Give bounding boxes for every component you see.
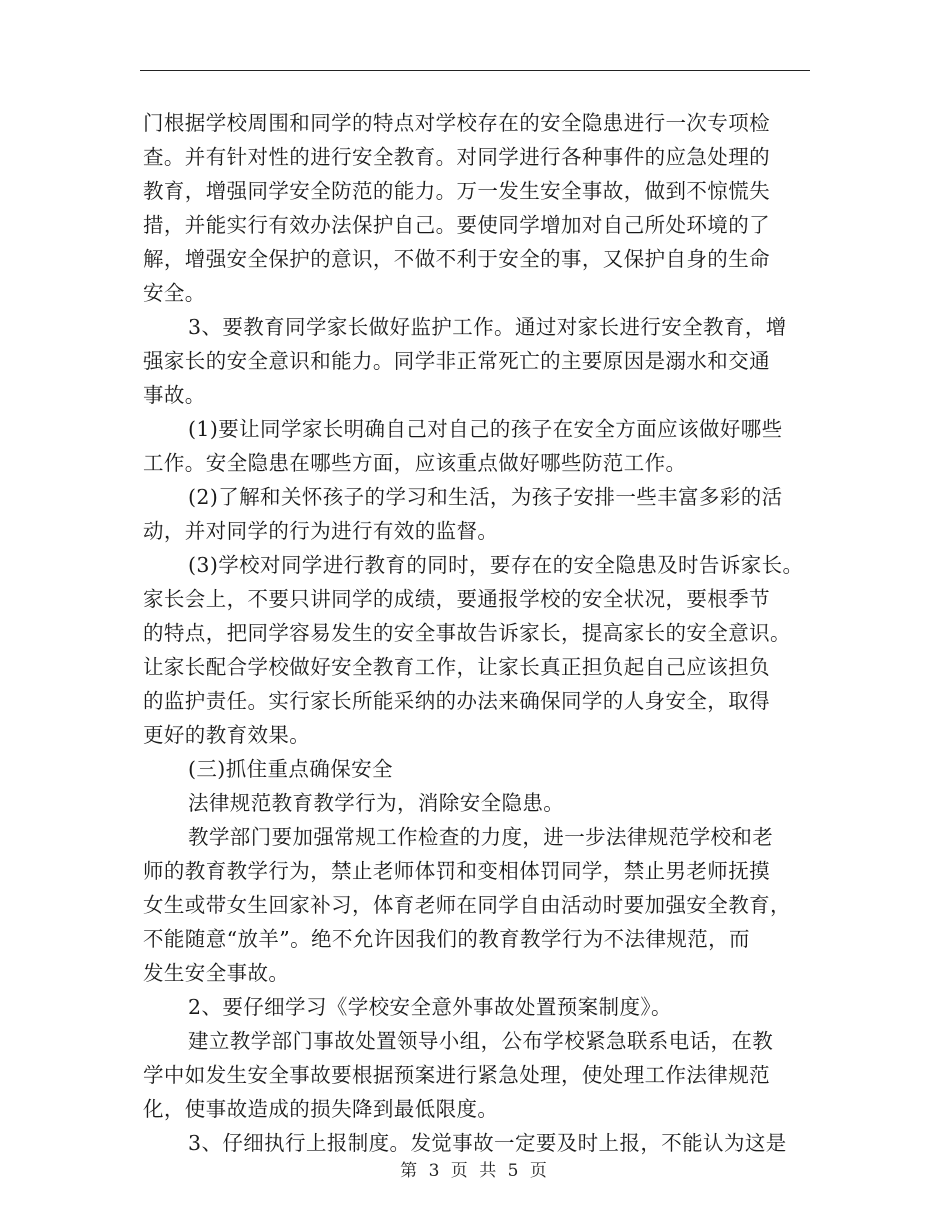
page-number-footer: 第 3 页 共 5 页 [400, 1161, 550, 1181]
text-line: 建立教学部门事故处置领导小组，公布学校紧急联系电话，在教 [188, 1029, 774, 1053]
text-line: 师的教育教学行为，禁止老师体罚和变相体罚同学，禁止男老师抚摸 [143, 859, 770, 883]
text-line: 动，并对同学的行为进行有效的监督。 [143, 519, 499, 543]
text-line: 发生安全事故。 [143, 961, 290, 985]
text-line: 化，使事故造成的损失降到最低限度。 [143, 1097, 499, 1121]
text-line: (1)要让同学家长明确自己对自己的孩子在安全方面应该做好哪些 [188, 417, 783, 441]
text-line: 的监护责任。实行家长所能采纳的办法来确保同学的人身安全，取得 [143, 689, 770, 713]
text-line: 解，增强安全保护的意识，不做不利于安全的事，又保护自身的生命 [143, 247, 770, 271]
text-line: 家长会上，不要只讲同学的成绩，要通报学校的安全状况，要根季节 [143, 587, 770, 611]
text-line: 不能随意“放羊”。绝不允许因我们的教育教学行为不法律规范，而 [143, 927, 750, 951]
text-line: 的特点，把同学容易发生的安全事故告诉家长，提高家长的安全意识。 [143, 621, 791, 645]
text-line: 强家长的安全意识和能力。同学非正常死亡的主要原因是溺水和交通 [143, 349, 770, 373]
text-line: 女生或带女生回家补习，体育老师在同学自由活动时要加强安全教育， [143, 893, 791, 917]
text-line: (3)学校对同学进行教育的同时，要存在的安全隐患及时告诉家长。 [188, 553, 804, 577]
text-line: 教学部门要加强常规工作检查的力度，进一步法律规范学校和老 [188, 825, 774, 849]
text-line: 法律规范教育教学行为，消除安全隐患。 [188, 791, 565, 815]
text-line: 学中如发生安全事故要根据预案进行紧急处理，使处理工作法律规范 [143, 1063, 770, 1087]
text-line: 工作。安全隐患在哪些方面，应该重点做好哪些防范工作。 [143, 451, 687, 475]
text-line: 安全。 [143, 281, 206, 305]
text-line: 查。并有针对性的进行安全教育。对同学进行各种事件的应急处理的 [143, 145, 770, 169]
text-line: 2、要仔细学习《学校安全意外事故处置预案制度》。 [188, 995, 672, 1019]
text-line: 门根据学校周围和同学的特点对学校存在的安全隐患进行一次专项检 [143, 111, 770, 135]
text-line: 让家长配合学校做好安全教育工作，让家长真正担负起自己应该担负 [143, 655, 770, 679]
text-line: 3、仔细执行上报制度。发觉事故一定要及时上报，不能认为这是 [188, 1131, 787, 1155]
text-line: 措，并能实行有效办法保护自己。要使同学增加对自己所处环境的了 [143, 213, 770, 237]
text-line: 事故。 [143, 383, 206, 407]
text-line: 更好的教育效果。 [143, 723, 311, 747]
section-heading: (三)抓住重点确保安全 [188, 757, 393, 781]
text-line: (2)了解和关怀孩子的学习和生活，为孩子安排一些丰富多彩的活 [188, 485, 783, 509]
text-line: 教育，增强同学安全防范的能力。万一发生安全事故，做到不惊慌失 [143, 179, 770, 203]
text-line: 3、要教育同学家长做好监护工作。通过对家长进行安全教育，增 [188, 315, 787, 339]
